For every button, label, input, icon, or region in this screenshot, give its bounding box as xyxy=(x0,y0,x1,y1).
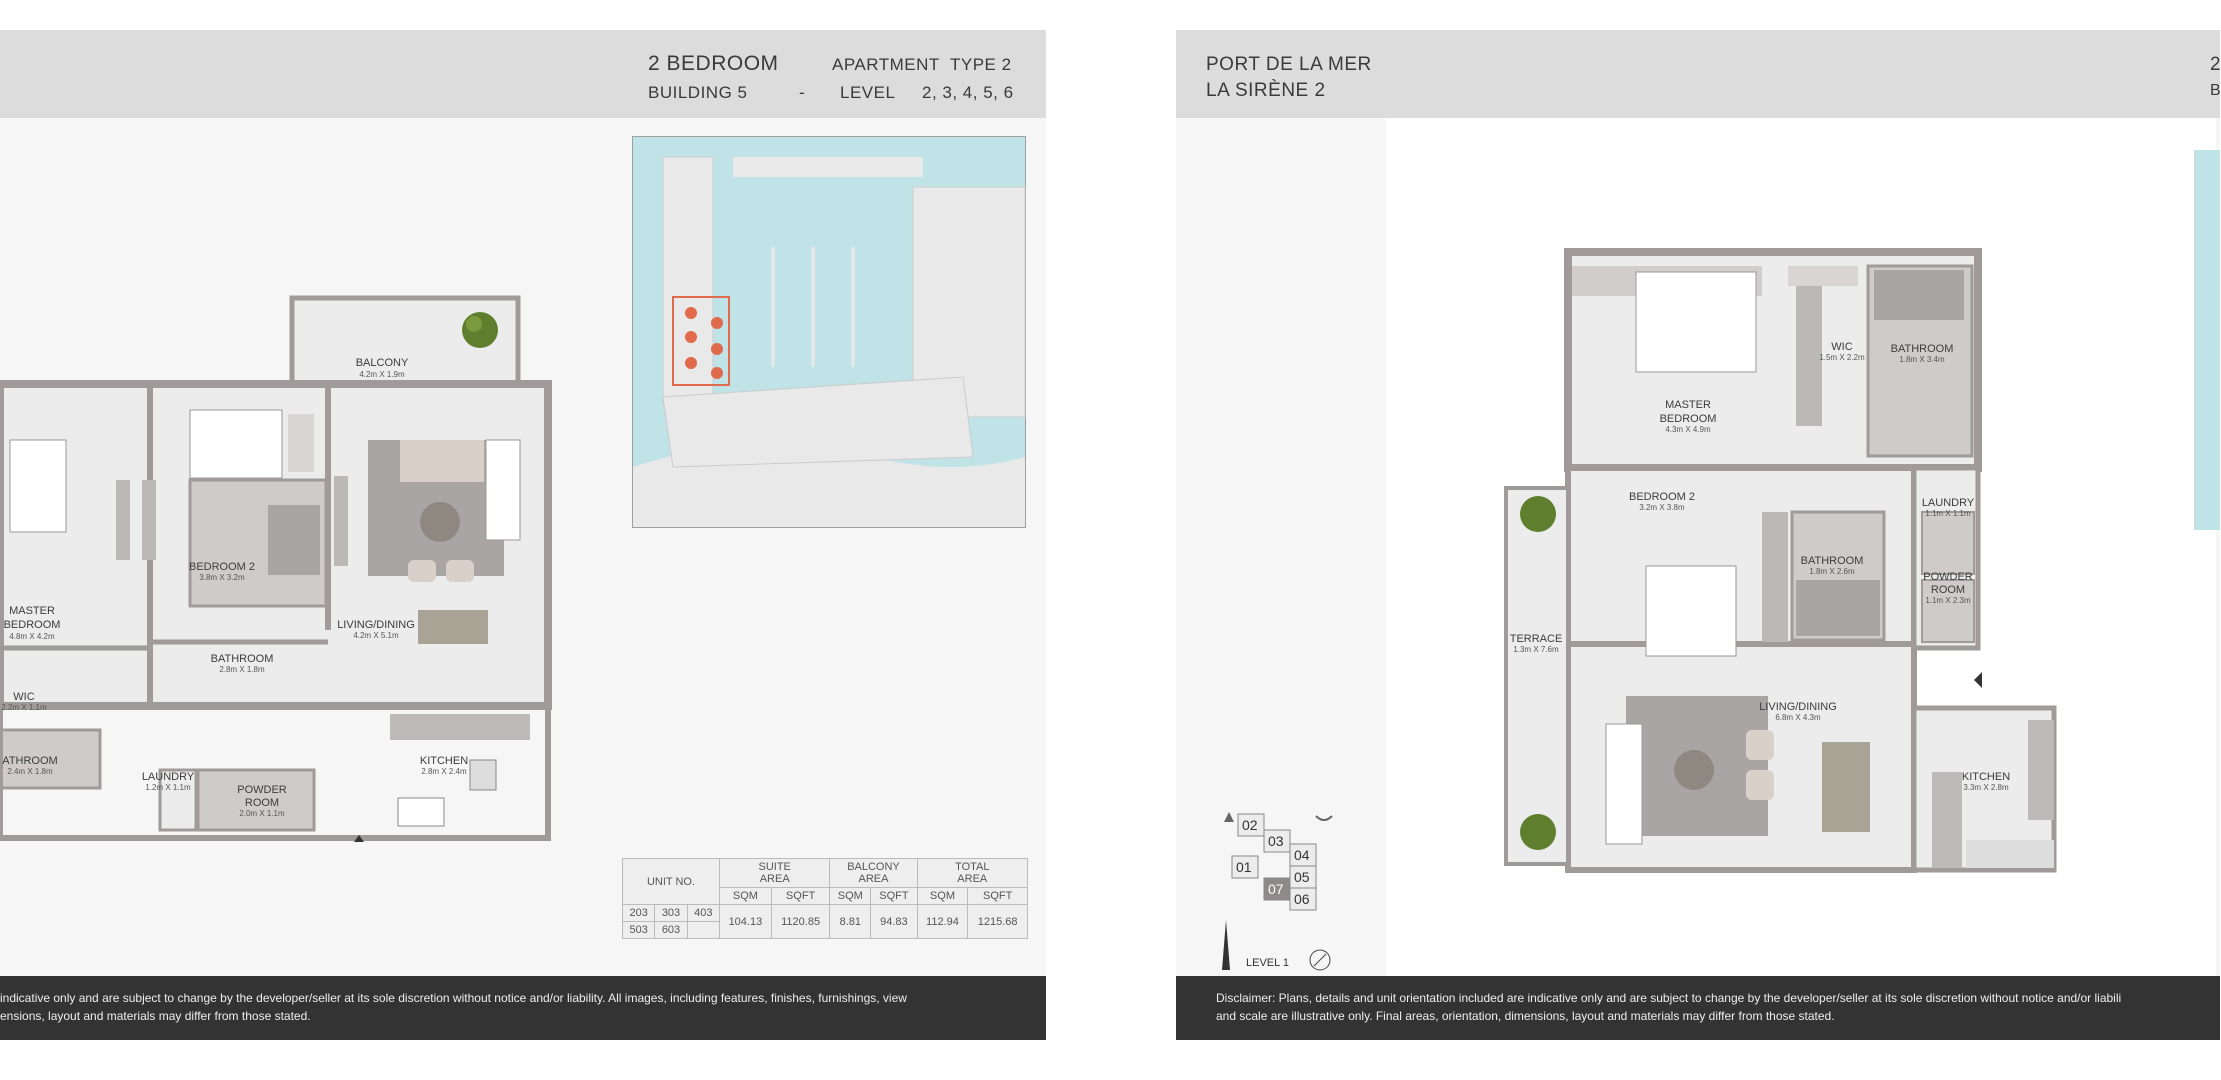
unit-06: 06 xyxy=(1294,891,1310,907)
apartment-type: TYPE 2 xyxy=(950,55,1012,74)
bed2-icon xyxy=(190,410,282,478)
room-label-bedroom2: BEDROOM 2 xyxy=(188,561,256,573)
sqft-col: SQFT xyxy=(771,888,830,905)
sqft-col: SQFT xyxy=(968,888,1028,905)
balcony-sqft-value: 94.83 xyxy=(871,905,917,939)
room-size-bathroom: 1.8m X 3.4m xyxy=(1899,355,1945,364)
terrace xyxy=(1506,488,1568,864)
unit-203: 203 xyxy=(623,905,655,922)
building-label: BUILDING 5 xyxy=(648,83,748,102)
unit-403: 403 xyxy=(687,905,719,922)
balcony-area-header: BALCONY AREA xyxy=(830,859,917,888)
room-size-bedroom2: 3.2m X 3.8m xyxy=(1639,503,1685,512)
site-key-plan xyxy=(632,136,1026,528)
room-size-bathroom-master: 2.4m X 1.8m xyxy=(7,767,53,776)
unit-503: 503 xyxy=(623,922,655,939)
disclaimer-bar xyxy=(0,976,1046,1040)
unit-type: 2 BEDROOM xyxy=(648,52,779,75)
room-label-wic: WIC xyxy=(1831,341,1853,353)
room-size-terrace: 1.3m X 7.6m xyxy=(1513,645,1559,654)
plant-icon xyxy=(1520,496,1556,532)
level-key-plan xyxy=(1216,810,1336,980)
room-label-wic: WIC xyxy=(13,691,35,703)
balcony-sqm-value: 8.81 xyxy=(830,905,871,939)
floor-plan-drawing xyxy=(1496,220,2096,890)
wave-icon xyxy=(1316,816,1332,820)
unit-303: 303 xyxy=(655,905,687,922)
room-label-powder-2: ROOM xyxy=(1930,584,1966,596)
room-label-master-2: BEDROOM xyxy=(1659,413,1717,425)
room-label-kitchen: KITCHEN xyxy=(1961,771,2011,783)
disclaimer-line-1: Disclaimer: Plans, details and unit orientation included are indicative only and are subject to change by the developer/seller at its sole discretion without notice and/or liabili xyxy=(1216,991,2122,1005)
floorplan-page-right xyxy=(1176,30,2220,1040)
room-label-powder-1: POWDER xyxy=(237,784,287,796)
balcony xyxy=(292,298,518,384)
disclaimer-line-1: indicative only and are subject to change by the developer/seller at its sole discretion without notice and/or liability. All images, including features, finishes, furnishings, view xyxy=(0,991,907,1005)
header-dash: - xyxy=(799,83,806,102)
room-label-master-1: MASTER xyxy=(9,605,55,617)
unit-no-header: UNIT NO. xyxy=(623,859,720,905)
room-label-terrace: TERRACE xyxy=(1509,633,1563,645)
bed2-icon xyxy=(1646,566,1736,656)
room-label-kitchen: KITCHEN xyxy=(419,755,469,767)
unit-area-table xyxy=(622,858,1028,939)
plant-icon xyxy=(1520,814,1556,850)
level-list: 2, 3, 4, 5, 6 xyxy=(922,83,1014,102)
room-size-wic: 1.5m X 2.2m xyxy=(1819,353,1865,362)
disclaimer-line-2: ensions, layout and materials may differ from those stated. xyxy=(0,1009,311,1023)
header-edge-2: B xyxy=(2210,82,2221,99)
unit-603: 603 xyxy=(655,922,687,939)
level-label: LEVEL 1 xyxy=(1246,957,1290,969)
room-size-powder: 1.1m X 2.3m xyxy=(1925,596,1971,605)
room-label-powder-2: ROOM xyxy=(244,797,280,809)
total-sqm-value: 112.94 xyxy=(917,905,968,939)
sqm-col: SQM xyxy=(719,888,771,905)
header-edge-1: 2 xyxy=(2210,54,2221,75)
room-label-living: LIVING/DINING xyxy=(337,619,415,631)
room-size-laundry: 1.2m X 1.1m xyxy=(145,783,191,792)
unit-01: 01 xyxy=(1236,859,1252,875)
room-size-wic: 2.2m X 1.1m xyxy=(1,703,47,712)
room-size-laundry: 1.1m X 1.1m xyxy=(1925,509,1971,518)
room-label-balcony: BALCONY xyxy=(355,357,409,369)
room-label-bathroom: BATHROOM xyxy=(1890,343,1954,355)
suite-area-header: SUITE AREA xyxy=(719,859,829,888)
room-size-kitchen: 3.3m X 2.8m xyxy=(1963,783,2009,792)
room-label-laundry: LAUNDRY xyxy=(141,771,195,783)
unit-empty xyxy=(687,922,719,939)
room-size-kitchen: 2.8m X 2.4m xyxy=(421,767,467,776)
building-name: LA SIRÈNE 2 xyxy=(1206,80,1326,101)
plant-icon xyxy=(462,312,498,348)
suite-sqm-value: 104.13 xyxy=(719,905,771,939)
room-label-bedroom2: BEDROOM 2 xyxy=(1628,491,1696,503)
room-size-bathroom: 2.8m X 1.8m xyxy=(219,665,265,674)
page-header xyxy=(1176,30,2220,118)
key-plan-edge xyxy=(2194,150,2220,530)
page-header xyxy=(0,30,1046,118)
unit-07-highlighted: 07 xyxy=(1268,881,1284,897)
unit-02: 02 xyxy=(1242,817,1258,833)
room-size-master: 4.8m X 4.2m xyxy=(9,632,55,641)
room-label-bathroom-master: ATHROOM xyxy=(2,755,58,767)
room-size-bedroom2: 3.8m X 3.2m xyxy=(199,573,245,582)
unit-04: 04 xyxy=(1294,847,1310,863)
unit-03: 03 xyxy=(1268,833,1284,849)
apartment-label: APARTMENT xyxy=(832,55,940,74)
room-label-laundry: LAUNDRY xyxy=(1921,497,1975,509)
room-label-bathroom: BATHROOM xyxy=(210,653,274,665)
room-size-powder: 2.0m X 1.1m xyxy=(239,809,285,818)
room-label-master-2: BEDROOM xyxy=(3,619,61,631)
sqm-col: SQM xyxy=(917,888,968,905)
master-bed-icon xyxy=(1636,272,1756,372)
sqft-col: SQFT xyxy=(871,888,917,905)
room-label-master-1: MASTER xyxy=(1665,399,1711,411)
room-size-living: 6.8m X 4.3m xyxy=(1775,713,1821,722)
unit-05: 05 xyxy=(1294,869,1310,885)
level-label: LEVEL xyxy=(840,83,896,102)
suite-sqft-value: 1120.85 xyxy=(771,905,830,939)
disclaimer-bar xyxy=(1176,976,2220,1040)
master-bed-icon xyxy=(10,440,66,532)
sqm-col: SQM xyxy=(830,888,871,905)
floor-plan-drawing xyxy=(0,290,560,850)
total-area-header: TOTAL AREA xyxy=(917,859,1027,888)
project-name: PORT DE LA MER xyxy=(1206,54,1372,75)
room-size-balcony: 4.2m X 1.9m xyxy=(359,370,405,379)
room-size-living: 4.2m X 5.1m xyxy=(353,631,399,640)
floorplan-page-left xyxy=(0,30,1046,1040)
room-size-bathroom2: 1.8m X 2.6m xyxy=(1809,567,1855,576)
room-label-bathroom2: BATHROOM xyxy=(1800,555,1864,567)
boat-icon xyxy=(1224,812,1234,822)
room-label-powder-1: POWDER xyxy=(1923,571,1973,583)
room-label-living: LIVING/DINING xyxy=(1759,701,1837,713)
room-size-master: 4.3m X 4.9m xyxy=(1665,425,1711,434)
tower-icon xyxy=(1222,920,1230,970)
total-sqft-value: 1215.68 xyxy=(968,905,1028,939)
disclaimer-line-2: and scale are illustrative only. Final areas, orientation, dimensions, layout and materials may differ from those stated. xyxy=(1216,1009,1835,1023)
